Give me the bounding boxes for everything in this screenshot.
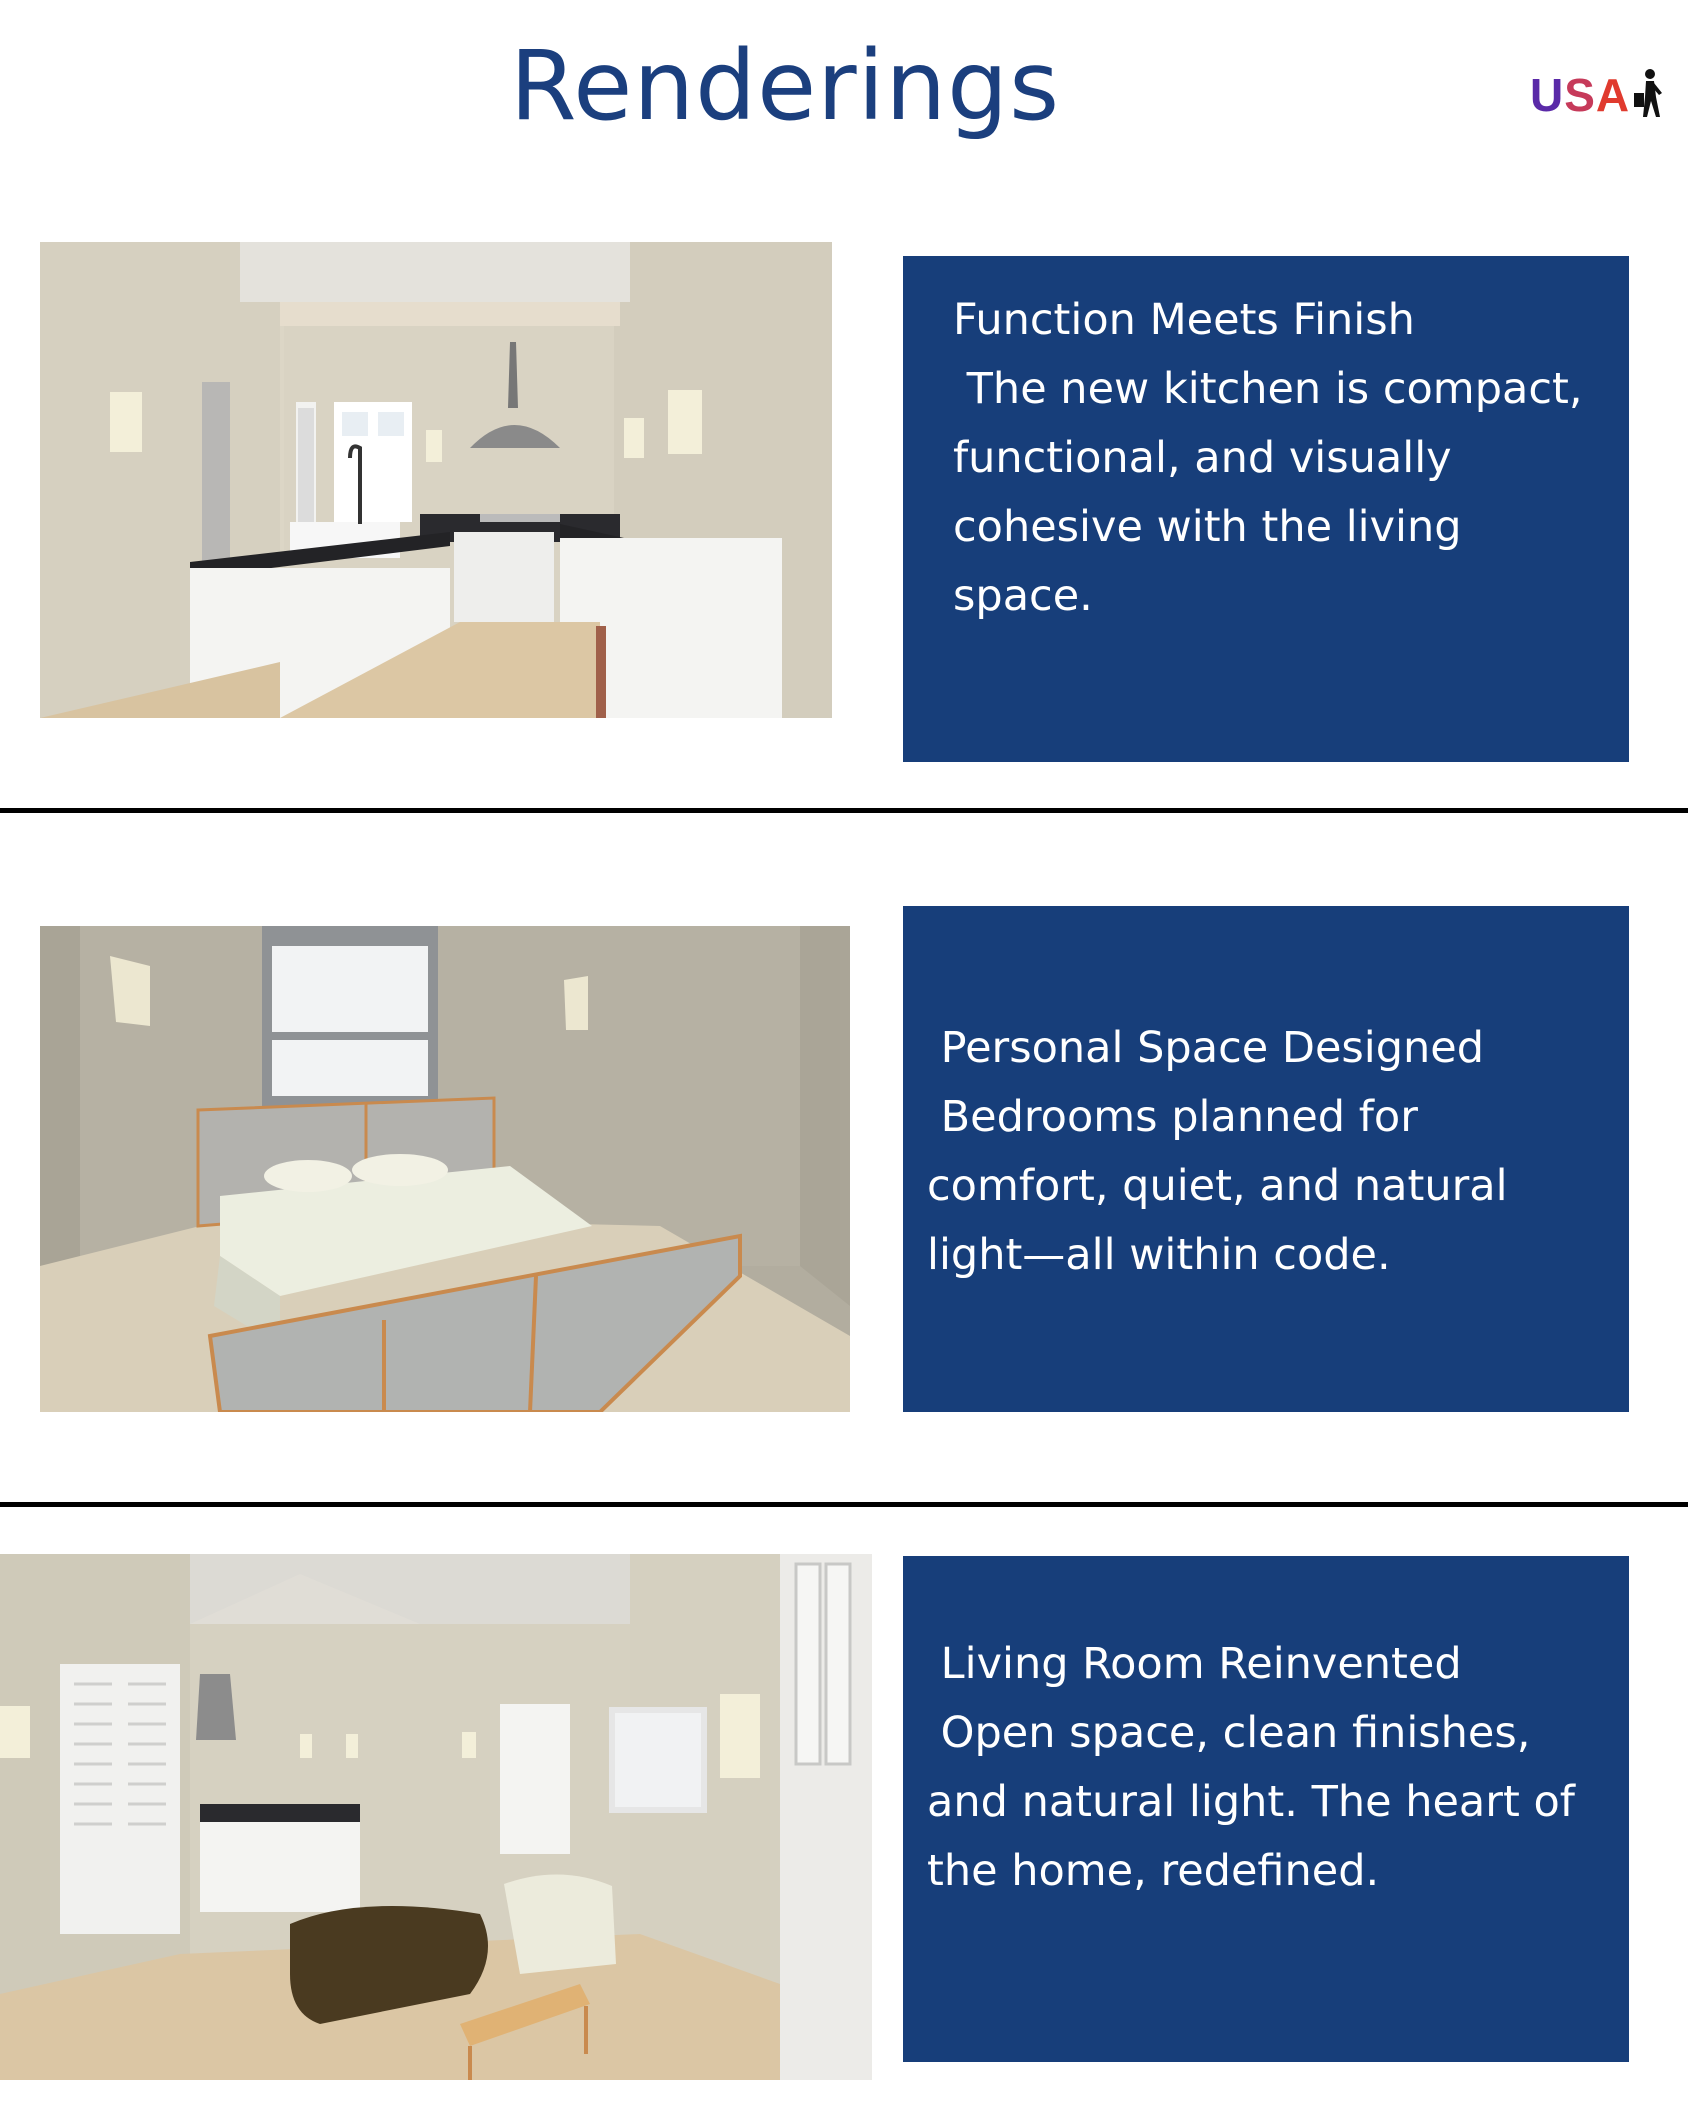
- card-text-line: The new kitchen is compact,: [953, 364, 1583, 414]
- card-heading: Personal Space Designed: [927, 1023, 1485, 1073]
- kitchen-description-card: [903, 256, 1629, 762]
- company-logo: [1530, 60, 1670, 130]
- card-text-line: Bedrooms planned for: [927, 1092, 1418, 1142]
- kitchen-rendering: [40, 242, 832, 718]
- living-room-description-card: [903, 1556, 1629, 2062]
- card-heading: Function Meets Finish: [953, 295, 1415, 345]
- page-title: Renderings: [509, 30, 1061, 142]
- person-with-suitcase-icon: [1632, 67, 1664, 123]
- card-text-line: and natural light. The heart of: [927, 1777, 1575, 1827]
- bedroom-rendering: [40, 926, 850, 1412]
- section-divider: [0, 1502, 1688, 1507]
- bedroom-description-card: [903, 906, 1629, 1412]
- card-text-line: functional, and visually: [953, 433, 1452, 483]
- card-heading: Living Room Reinvented: [927, 1639, 1462, 1689]
- section-divider: [0, 808, 1688, 813]
- card-text-line: space.: [953, 571, 1093, 621]
- living-room-rendering: [0, 1554, 872, 2080]
- logo-text: USA: [1530, 69, 1631, 121]
- card-text-line: comfort, quiet, and natural: [927, 1161, 1508, 1211]
- card-text-line: the home, redefined.: [927, 1846, 1380, 1896]
- card-text-line: light—all within code.: [927, 1230, 1391, 1280]
- card-text-line: cohesive with the living: [953, 502, 1462, 552]
- card-text-line: Open space, clean finishes,: [927, 1708, 1531, 1758]
